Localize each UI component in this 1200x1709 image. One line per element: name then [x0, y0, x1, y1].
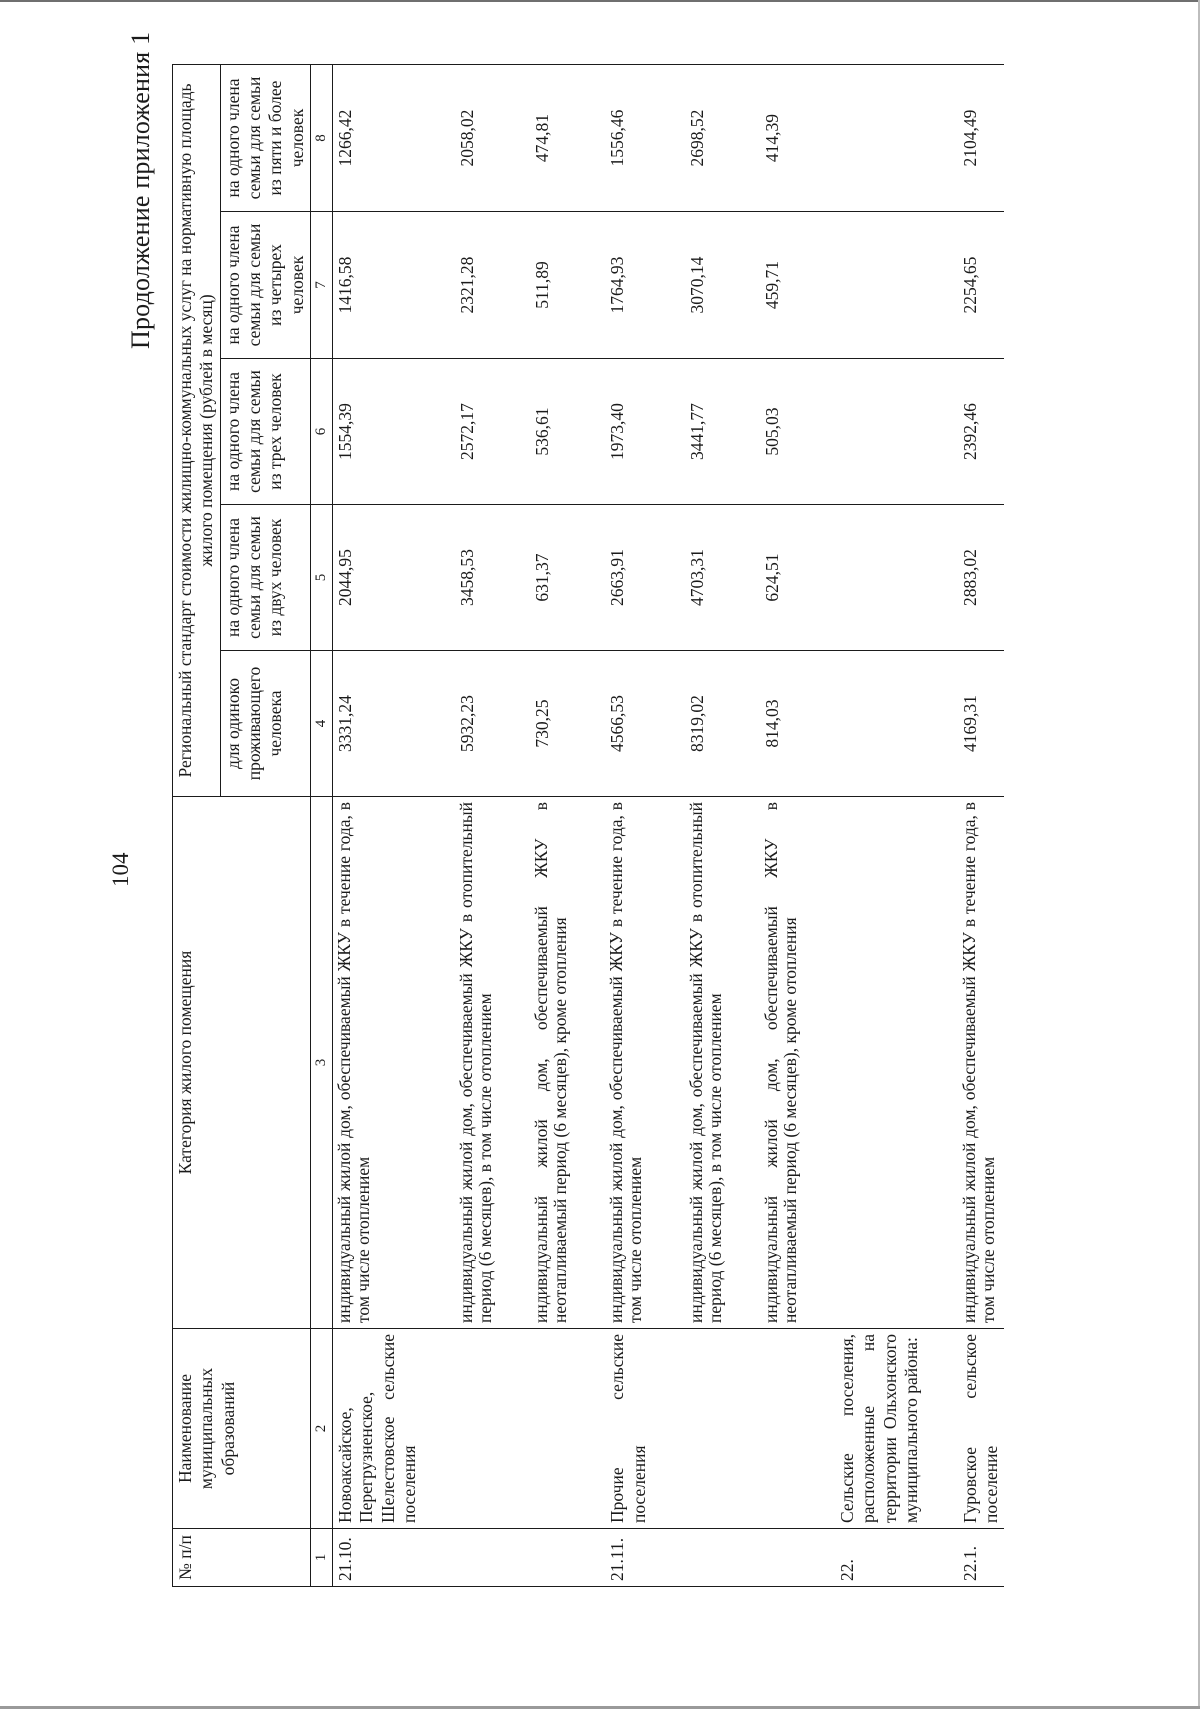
housing-category: индивидуальный жилой дом, обеспечиваемый ЖКУ в отопительный период (6 месяцев), в том числе отоплением	[455, 797, 497, 1329]
table-row	[760, 65, 802, 1587]
value-family-5	[835, 65, 924, 212]
row-number: 21.11.	[605, 1529, 652, 1587]
value-family-5: 1266,42	[333, 65, 423, 212]
value-family-4: 2321,28	[455, 212, 497, 359]
value-family-3: 1973,40	[605, 359, 652, 505]
column-number: 8	[311, 65, 333, 212]
housing-category: индивидуальный жилой дом, обеспечиваемый ЖКУ в течение года, в том числе отоплением	[333, 797, 423, 1329]
row-number	[685, 1529, 727, 1587]
column-number: 3	[311, 797, 333, 1329]
value-family-5: 2058,02	[455, 65, 497, 212]
row-number	[530, 1529, 572, 1587]
value-family-3: 505,03	[760, 359, 802, 505]
value-family-4: 2254,65	[958, 212, 1005, 359]
table-row	[835, 65, 924, 1587]
table-row	[333, 65, 423, 1587]
value-single: 3331,24	[333, 651, 423, 797]
housing-category: индивидуальный жилой дом, обеспечиваемый ЖКУ в неотапливаемый период (6 месяцев), кроме отопления	[530, 797, 572, 1329]
header-single: для одиноко проживающего человека	[220, 651, 310, 797]
header-category: Категория жилого помещения	[173, 797, 311, 1329]
value-family-3: 1554,39	[333, 359, 423, 505]
municipality-name	[760, 1329, 802, 1529]
value-family-2: 2663,91	[605, 505, 652, 651]
value-family-4: 1416,58	[333, 212, 423, 359]
value-single: 8319,02	[685, 651, 727, 797]
row-number	[760, 1529, 802, 1587]
municipality-name	[685, 1329, 727, 1529]
header-number: № п/п	[173, 1529, 311, 1587]
value-single: 4169,31	[958, 651, 1005, 797]
column-number: 4	[311, 651, 333, 797]
value-family-5: 2698,52	[685, 65, 727, 212]
value-family-4: 1764,93	[605, 212, 652, 359]
housing-category: индивидуальный жилой дом, обеспечиваемый ЖКУ в неотапливаемый период (6 месяцев), кроме отопления	[760, 797, 802, 1329]
row-number: 21.10.	[333, 1529, 423, 1587]
header-family-3: на одного члена семьи для семьи из трех человек	[220, 359, 310, 505]
value-family-2: 631,37	[530, 505, 572, 651]
value-family-2: 4703,31	[685, 505, 727, 651]
value-family-3	[835, 359, 924, 505]
value-single	[835, 651, 924, 797]
value-single: 730,25	[530, 651, 572, 797]
value-family-5: 2104,49	[958, 65, 1005, 212]
value-family-4: 3070,14	[685, 212, 727, 359]
value-family-3: 2392,46	[958, 359, 1005, 505]
value-family-2: 2044,95	[333, 505, 423, 651]
column-number: 1	[311, 1529, 333, 1587]
value-family-2: 2883,02	[958, 505, 1005, 651]
value-family-2: 624,51	[760, 505, 802, 651]
value-single: 4566,53	[605, 651, 652, 797]
value-family-5: 414,39	[760, 65, 802, 212]
municipality-name: Гуровское сельское поселение	[958, 1329, 1005, 1529]
value-family-2: 3458,53	[455, 505, 497, 651]
header-family-4: на одного члена семьи для семьи из четырех человек	[220, 212, 310, 359]
row-number	[455, 1529, 497, 1587]
housing-category: индивидуальный жилой дом, обеспечиваемый ЖКУ в течение года, в том числе отоплением	[958, 797, 1005, 1329]
table-row	[685, 65, 727, 1587]
column-number: 7	[311, 212, 333, 359]
value-family-5: 474,81	[530, 65, 572, 212]
value-family-3: 536,61	[530, 359, 572, 505]
page-number: 104	[108, 852, 133, 887]
tariff-table	[172, 64, 1004, 1587]
municipality-name	[455, 1329, 497, 1529]
municipality-name: Сельские поселения, расположенные на территории Ольхонского муниципального района:	[835, 1329, 924, 1529]
value-family-2	[835, 505, 924, 651]
value-family-4: 511,89	[530, 212, 572, 359]
row-number: 22.1.	[958, 1529, 1005, 1587]
header-family-2: на одного члена семьи для семьи из двух человек	[220, 505, 310, 651]
housing-category: индивидуальный жилой дом, обеспечиваемый ЖКУ в отопительный период (6 месяцев), в том числе отоплением	[685, 797, 727, 1329]
housing-category	[835, 797, 924, 1329]
value-family-4: 459,71	[760, 212, 802, 359]
header-municipality: Наименование муниципальных образований	[173, 1329, 311, 1529]
value-family-4	[835, 212, 924, 359]
municipality-name: Прочие сельские поселения	[605, 1329, 652, 1529]
value-single: 5932,23	[455, 651, 497, 797]
column-number: 5	[311, 505, 333, 651]
municipality-name	[530, 1329, 572, 1529]
continuation-note: Продолжение приложения 1	[126, 31, 155, 349]
municipality-name: Новоаксайское, Перегрузненское, Шелестовское сельские поселения	[333, 1329, 423, 1529]
table-row	[958, 65, 1005, 1587]
value-family-5: 1556,46	[605, 65, 652, 212]
table-row	[455, 65, 497, 1587]
housing-category: индивидуальный жилой дом, обеспечиваемый ЖКУ в течение года, в том числе отоплением	[605, 797, 652, 1329]
table-row	[530, 65, 572, 1587]
value-single: 814,03	[760, 651, 802, 797]
header-standard-group: Региональный стандарт стоимости жилищно-коммунальных услуг на нормативную площадь жилого помещения (рублей в месяц)	[173, 65, 221, 797]
value-family-3: 2572,17	[455, 359, 497, 505]
column-number: 6	[311, 359, 333, 505]
table-row	[605, 65, 652, 1587]
value-family-3: 3441,77	[685, 359, 727, 505]
row-number: 22.	[835, 1529, 924, 1587]
column-number: 2	[311, 1329, 333, 1529]
header-family-5: на одного члена семьи для семьи из пяти и более человек	[220, 65, 310, 212]
